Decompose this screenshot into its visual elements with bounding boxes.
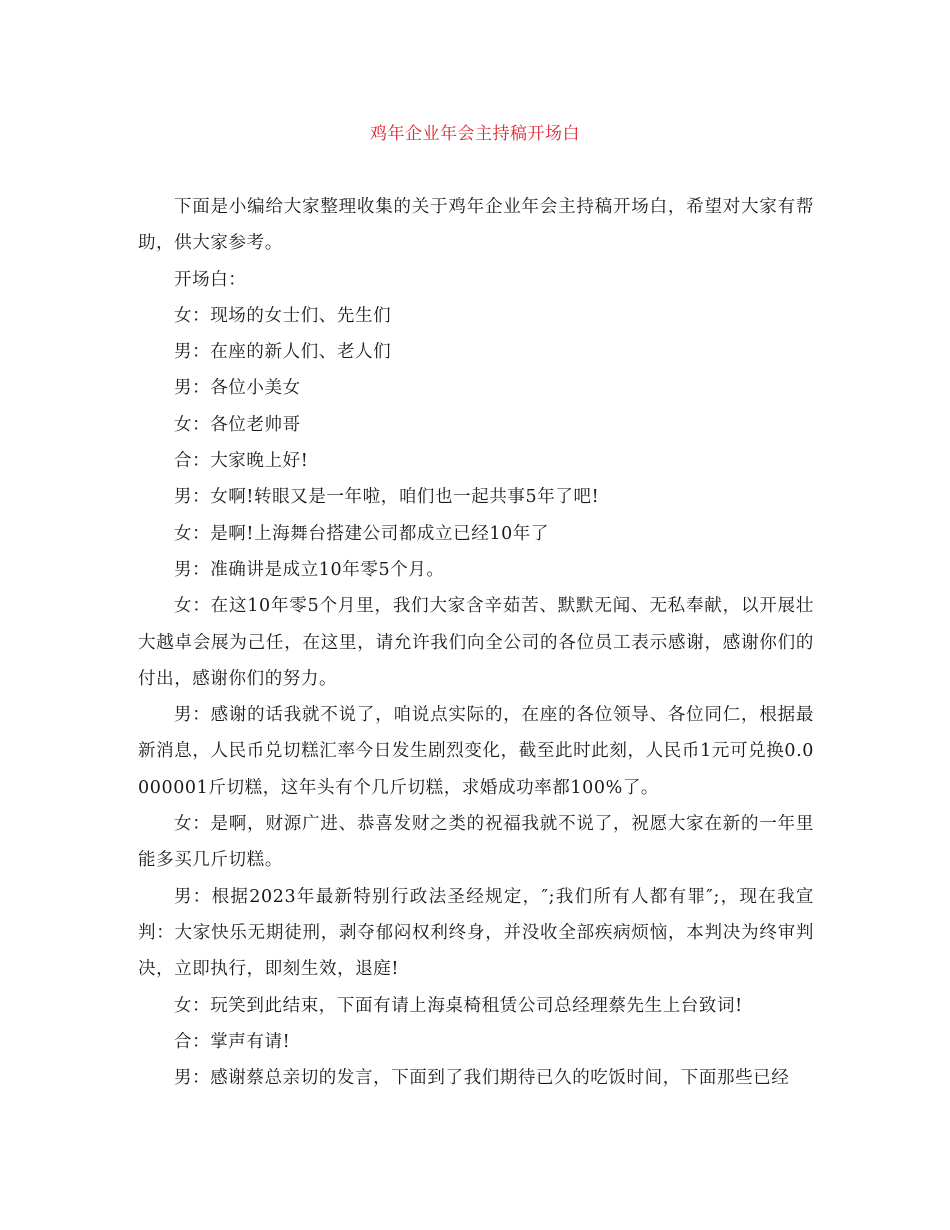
paragraph-line: 男：各位小美女 [174,378,301,399]
paragraph-line: 女：各位老帅哥 [174,414,301,435]
paragraph-line: 女：是啊!上海舞台搭建公司都成立已经10年了 [174,523,549,544]
paragraph-line: 男：在座的新人们、老人们 [174,342,392,363]
document-body [138,189,814,1096]
paragraph-line: 男：女啊!转眼又是一年啦，咱们也一起共事5年了吧! [174,487,600,508]
paragraph-line: 男：准确讲是成立10年零5个月。 [174,559,445,580]
paragraph-line: 女：是啊，财源广进、恭喜发财之类的祝福我就不说了，祝愿大家在新的一年里能多买几斤切糕。 [138,814,814,871]
paragraph-line: 女：玩笑到此结束，下面有请上海桌椅租赁公司总经理蔡先生上台致词! [174,995,743,1016]
paragraph-opening-label: 开场白： [174,269,247,290]
paragraph-line: 女：在这10年零5个月里，我们大家含辛茹苦、默默无闻、无私奉献，以开展壮大越卓会展为己任，在这里，请允许我们向全公司的各位员工表示感谢，感谢你们的付出，感谢你们的努力。 [138,596,814,689]
paragraph-intro: 下面是小编给大家整理收集的关于鸡年企业年会主持稿开场白，希望对大家有帮助，供大家参考。 [138,197,814,254]
document-title: 鸡年企业年会主持稿开场白 [370,124,580,144]
paragraph-line: 男：根据2023年最新特别行政法圣经规定，″;我们所有人都有罪″;，现在我宣判：大家快乐无期徒刑，剥夺郁闷权利终身，并没收全部疾病烦恼，本判决为终审判决，立即执行，即刻生效，退庭! [138,886,814,980]
paragraph-line: 女：现场的女士们、先生们 [174,305,392,326]
paragraph-line: 男：感谢蔡总亲切的发言，下面到了我们期待已久的吃饭时间，下面那些已经 [174,1068,790,1089]
paragraph-line: 合：大家晚上好! [174,451,309,472]
paragraph-line: 男：感谢的话我就不说了，咱说点实际的，在座的各位领导、各位同仁，根据最新消息，人民币兑切糕汇率今日发生剧烈变化，截至此时此刻，人民币1元可兑换0.0000001斤切糕，这年头有个几斤切糕，求婚成功率都100%了。 [138,705,814,798]
paragraph-line: 合：掌声有请! [174,1031,291,1052]
